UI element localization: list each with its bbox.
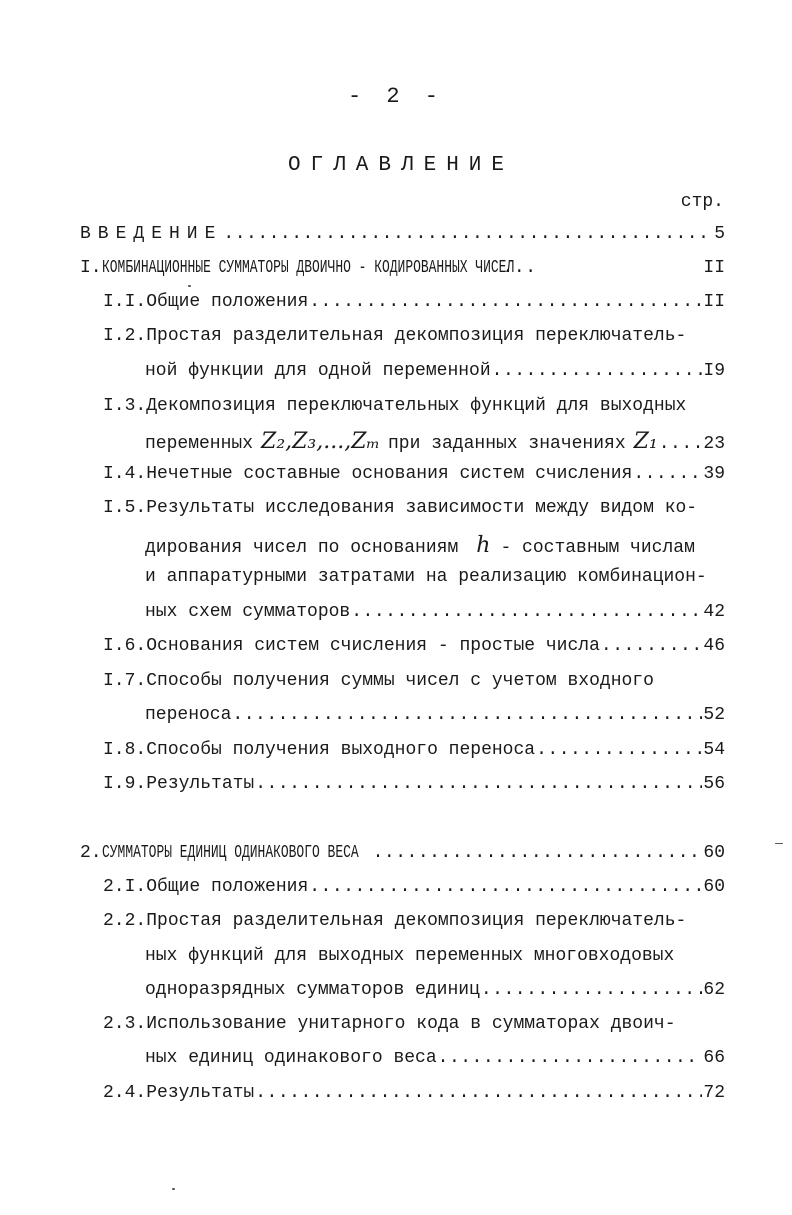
toc-entry-1-5-cont-1 (145, 533, 725, 561)
leader-dots (223, 224, 713, 244)
scan-speck (188, 285, 191, 287)
toc-entry-2-2-cont-1 (145, 946, 725, 974)
toc-number: 2. (80, 843, 102, 863)
toc-number: 2.3. (103, 1014, 147, 1034)
toc-number: I.7. (103, 671, 147, 691)
math-variables: Z₂,Z₃,...,Zₘ (261, 429, 380, 454)
toc-page: I9 (703, 361, 725, 381)
toc-number: I.5. (103, 498, 147, 518)
toc-entry-1-5-cont-2 (145, 567, 725, 595)
toc-page: 54 (703, 740, 725, 760)
toc-entry-text: Использование унитарного кода в сумматорах двоич- (146, 1014, 676, 1034)
pages-column-label: стр. (680, 192, 724, 212)
toc-entry-text-wrap (101, 258, 514, 278)
toc-number: I.2. (103, 326, 147, 346)
leader-dots (481, 980, 703, 1000)
toc-number: I. (80, 258, 102, 278)
toc-entry-text: Простая разделительная декомпозиция переключатель- (146, 326, 687, 346)
leader-dots (373, 843, 703, 863)
toc-number: 2.I. (103, 877, 147, 897)
leader-dots (492, 361, 703, 381)
toc-entry-1-1 (103, 292, 725, 320)
toc-entry-text: переноса (145, 705, 232, 725)
toc-entry-1-9 (103, 774, 725, 802)
toc-page: II (703, 292, 725, 312)
toc-entry-text: ных функций для выходных переменных многовходовых (145, 946, 675, 966)
toc-entry-1-4 (103, 464, 725, 492)
toc-title: ОГЛАВЛЕНИЕ (287, 154, 515, 177)
toc-number: I.6. (103, 636, 147, 656)
toc-entry-text: ВВЕДЕНИЕ (80, 224, 223, 244)
leader-dots (601, 636, 702, 656)
toc-entry-text: ных схем сумматоров (145, 602, 351, 622)
leader-dots (309, 877, 702, 897)
toc-entry-text: КОМБИНАЦИОННЫЕ СУММАТОРЫ ДВОИЧНО - КОДИРОВАННЫХ ЧИСЕЛ (101, 258, 514, 278)
toc-entry-text: СУММАТОРЫ ЕДИНИЦ ОДИНАКОВОГО ВЕСА (101, 843, 359, 863)
toc-page: 66 (703, 1048, 725, 1068)
toc-entry-text: Общие положения (146, 877, 309, 897)
toc-number: I.3. (103, 396, 147, 416)
toc-page: 62 (703, 980, 725, 1000)
toc-entry-text: - составным числам (500, 538, 695, 558)
toc-entry-2-3-cont (145, 1048, 725, 1076)
toc-entry-text: Декомпозиция переключательных функций для выходных (146, 396, 687, 416)
leader-dots (309, 292, 702, 312)
toc-entry-text: Общие положения (146, 292, 309, 312)
toc-entry-text-wrap (102, 843, 372, 863)
toc-page: 60 (703, 843, 725, 863)
toc-entry-1-2 (103, 326, 725, 354)
toc-page: 39 (703, 464, 725, 484)
leader-dots (255, 774, 702, 794)
toc-entry-text: Результаты исследования зависимости между видом ко- (146, 498, 698, 518)
toc-page: 52 (703, 705, 725, 725)
toc-entry-2-3 (103, 1014, 725, 1042)
toc-entry-1-7 (103, 671, 725, 699)
toc-entry-1-3 (103, 396, 725, 424)
toc-page: II (703, 258, 725, 278)
toc-entry-chapter-1 (80, 258, 725, 286)
toc-page: 23 (703, 434, 725, 454)
toc-entry-chapter-2 (80, 843, 725, 871)
leader-dots (659, 434, 703, 454)
toc-number: I.I. (103, 292, 147, 312)
toc-entry-1-3-cont (145, 429, 725, 457)
leader-dots (351, 602, 702, 622)
toc-entry-text: Способы получения суммы чисел с учетом входного (146, 671, 654, 691)
toc-number: I.9. (103, 774, 147, 794)
toc-entry-text: Результаты (146, 1083, 255, 1103)
toc-entry-2-2 (103, 911, 725, 939)
toc-entry-text: Основания систем счисления - простые числа (146, 636, 600, 656)
leader-dots (633, 464, 702, 484)
toc-entry-text: и аппаратурными затратами на реализацию комбинацион- (145, 567, 707, 587)
toc-entry-text: одноразрядных сумматоров единиц (145, 980, 480, 1000)
toc-entry-2-4 (103, 1083, 725, 1111)
toc-entry-text: дирования чисел по основаниям (145, 538, 459, 558)
toc-entry-text: переменных (145, 434, 254, 454)
leader-dots (232, 705, 702, 725)
toc-entry-1-6 (103, 636, 725, 664)
toc-entry-1-7-cont (145, 705, 725, 733)
toc-entry-1-5 (103, 498, 725, 526)
toc-page: 60 (703, 877, 725, 897)
toc-entry-text: Нечетные составные основания систем счисления (146, 464, 633, 484)
toc-entry-2-1 (103, 877, 725, 905)
leader-dots (536, 740, 702, 760)
math-variable: Z₁ (633, 429, 658, 454)
toc-entry-text: Результаты (146, 774, 255, 794)
toc-entry-text: при заданных значениях (387, 434, 626, 454)
toc-entry-1-2-cont (145, 361, 725, 389)
leader-dots (255, 1083, 702, 1103)
toc-number: I.4. (103, 464, 147, 484)
toc-entry-text: Простая разделительная декомпозиция переключатель- (146, 911, 687, 931)
toc-page: 5 (714, 224, 725, 244)
toc-entry-1-5-cont-3 (145, 602, 725, 630)
toc-page: 56 (703, 774, 725, 794)
toc-number: 2.2. (103, 911, 147, 931)
toc-page: 42 (703, 602, 725, 622)
toc-number: 2.4. (103, 1083, 147, 1103)
toc-number: I.8. (103, 740, 147, 760)
scan-speck (172, 1188, 175, 1190)
toc-entry-2-2-cont-2 (145, 980, 725, 1008)
toc-entry-1-8 (103, 740, 725, 768)
toc-entry-text: Способы получения выходного переноса (146, 740, 536, 760)
toc-entry-text: ных единиц одинакового веса (145, 1048, 437, 1068)
math-variable: h (476, 533, 491, 558)
scan-speck (775, 843, 783, 844)
toc-page: 72 (703, 1083, 725, 1103)
toc-entry-intro (80, 224, 725, 252)
leader-dots (438, 1048, 703, 1068)
page-number: - 2 - (347, 84, 444, 109)
toc-page: 46 (703, 636, 725, 656)
toc-entry-text: ной функции для одной переменной (145, 361, 491, 381)
